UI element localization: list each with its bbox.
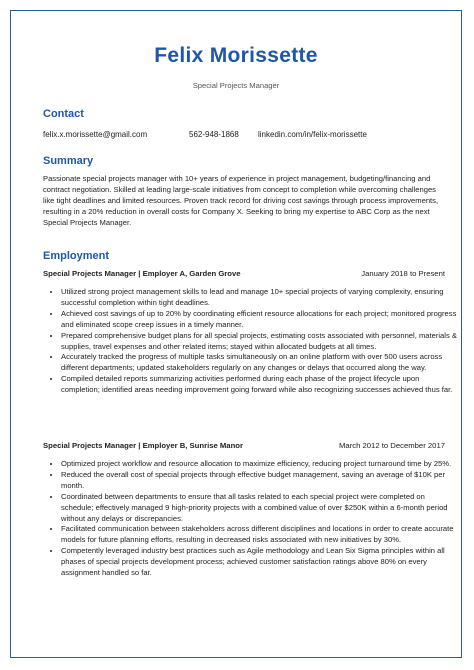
job-bullets bbox=[47, 459, 457, 579]
job-dates: March 2012 to December 2017 bbox=[339, 441, 445, 450]
email-link[interactable]: felix.x.morissette@gmail.com bbox=[43, 130, 148, 139]
linkedin-link[interactable]: linkedin.com/in/felix-morissette bbox=[258, 130, 367, 139]
bullet-item: • Achieved cost savings of up to 20% by coordinating efficient resource allocations for each project; monitored progress and eliminated scope creep issues in a timely manner. bbox=[61, 309, 457, 331]
job-header bbox=[43, 441, 445, 453]
job-dates: January 2018 to Present bbox=[361, 269, 445, 278]
candidate-name: Felix Morissette bbox=[154, 44, 318, 67]
candidate-title: Special Projects Manager bbox=[192, 81, 280, 90]
bullet-item: • Accurately tracked the progress of multiple tasks simultaneously on an online platform with over 500 users across different departments; updated stakeholders regularly on any changes or delays that occurred along the way. bbox=[61, 352, 457, 374]
bullet-item: • Utilized strong project management skills to lead and manage 10+ special projects of varying complexity, ensuring successful completion within tight deadlines. bbox=[61, 287, 457, 309]
job-title: Special Projects Manager | Employer B, Sunrise Manor bbox=[43, 441, 243, 450]
employment-heading: Employment bbox=[43, 250, 110, 262]
bullet-item: • Prepared comprehensive budget plans for all special projects, estimating costs associated with personnel, materials & supplies, travel expenses and other related items; stayed within allocated budgets at all times. bbox=[61, 331, 457, 353]
job-bullets bbox=[47, 287, 457, 396]
bullet-item: • Coordinated between departments to ensure that all tasks related to each special project were completed on schedule; effectively managed 9 high-priority projects with a combined value of over $250K within a 6-month period without any delays or discrepancies. bbox=[61, 492, 457, 525]
summary-text: Passionate special projects manager with 10+ years of experience in project management, budgeting/financing and contract negotiation. Skilled at leading large-scale initiatives from concept to completion while overcoming challenges like tight deadlines and limited resources. Proven track record for driving cost savings through process improvements, resulting in a 20% reduction in overall costs for Company X. Seeking to bring my expertise to ABC Corp as the next Special Projects Manager. bbox=[43, 174, 439, 227]
bullet-item: • Facilitated communication between stakeholders across different disciplines and locations in order to create accurate models for future planning efforts, resulting in decreased risks associated with new initiatives by 30%. bbox=[61, 524, 457, 546]
resume-page bbox=[10, 10, 462, 658]
phone-number: 562-948-1868 bbox=[189, 130, 239, 139]
bullet-item: • Compiled detailed reports summarizing activities performed during each phase of the project lifecycle upon completion; identified areas needing improvement going forward while also recognizing successes achieved thus far. bbox=[61, 374, 457, 396]
summary-heading: Summary bbox=[43, 155, 94, 167]
bullet-item: • Reduced the overall cost of special projects through effective budget management, saving an average of $10K per month. bbox=[61, 470, 457, 492]
job-header bbox=[43, 269, 445, 281]
contact-heading: Contact bbox=[43, 108, 84, 120]
bullet-item: • Competently leveraged industry best practices such as Agile methodology and Lean Six Sigma principles within all phases of special projects development process; achieved customer satisfaction ratings above 80% on every assignment handled so far. bbox=[61, 546, 457, 579]
job-title: Special Projects Manager | Employer A, Garden Grove bbox=[43, 269, 241, 278]
bullet-item: • Optimized project workflow and resource allocation to maximize efficiency, reducing project turnaround time by 25%. bbox=[61, 459, 457, 470]
